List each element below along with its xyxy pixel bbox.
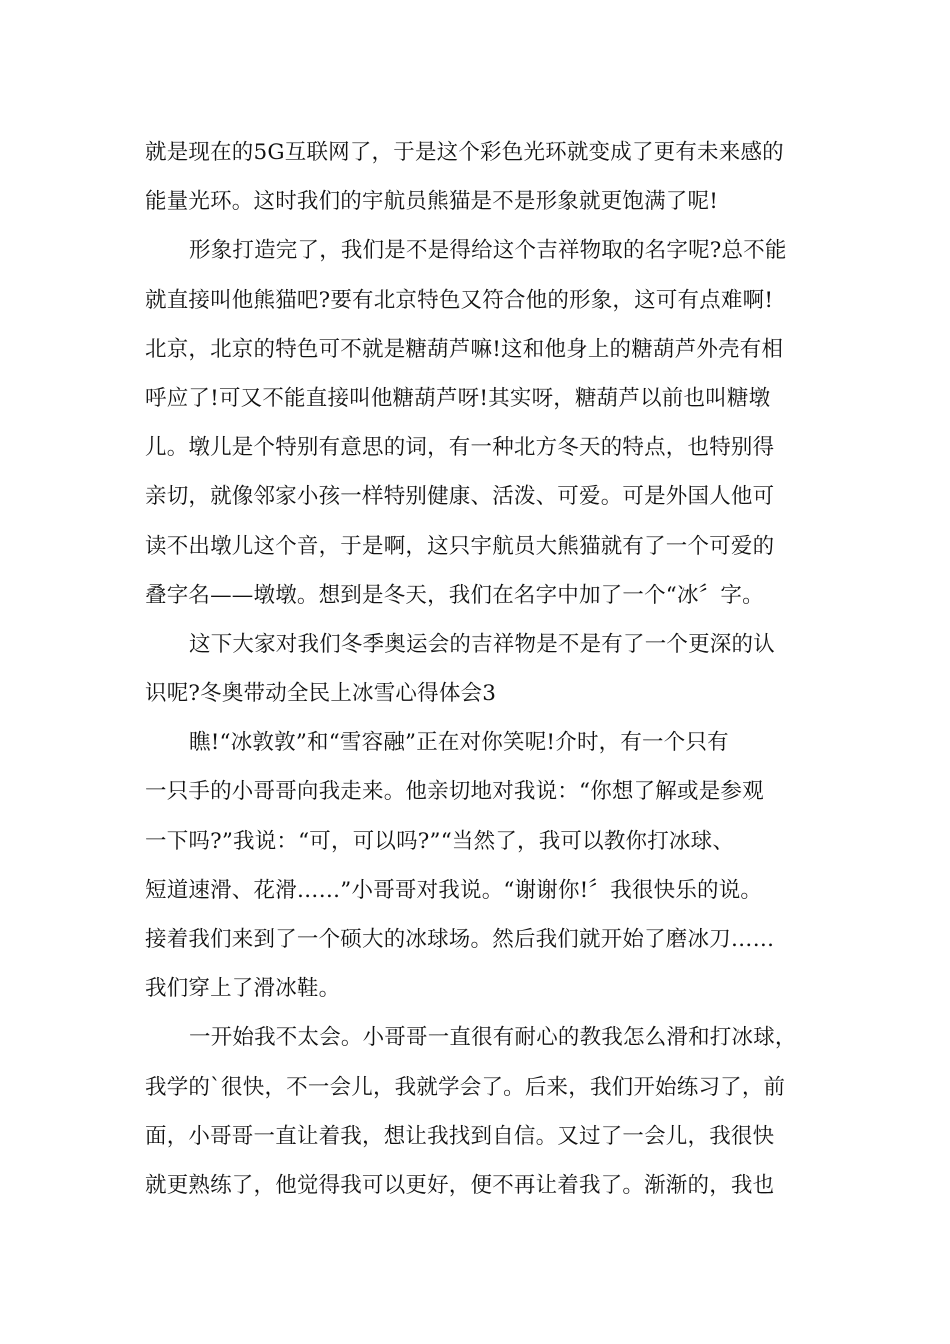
text-line-12: 识呢?冬奥带动全民上冰雪心得体会3 bbox=[145, 681, 497, 707]
text-line-1: 就是现在的5G互联网了，于是这个彩色光环就变成了更有未来感的 bbox=[145, 140, 784, 165]
text-line-10: 叠字名——墩墩。想到是冬天，我们在名字中加了一个“冰〞字。 bbox=[145, 582, 764, 608]
text-line-9: 读不出墩儿这个音，于是啊，这只宇航员大熊猫就有了一个可爱的 bbox=[145, 533, 775, 559]
text-line-13: 瞧!“冰敦敦”和“雪容融”正在对你笑呢!介时，有一个只有 bbox=[189, 730, 729, 756]
text-line-21: 面，小哥哥一直让着我，想让我找到自信。又过了一会儿，我很快 bbox=[145, 1123, 775, 1149]
text-line-14: 一只手的小哥哥向我走来。他亲切地对我说：“你想了解或是参观 bbox=[145, 779, 764, 805]
text-line-17: 接着我们来到了一个硕大的冰球场。然后我们就开始了磨冰刀…… bbox=[145, 927, 775, 952]
text-line-6: 呼应了!可又不能直接叫他糖葫芦呀!其实呀，糖葫芦以前也叫糖墩 bbox=[145, 385, 771, 411]
text-line-15: 一下吗?”我说：“可，可以吗?”“当然了，我可以教你打冰球、 bbox=[145, 828, 735, 854]
text-line-4: 就直接叫他熊猫吧?要有北京特色又符合他的形象，这可有点难啊! bbox=[145, 287, 774, 313]
document-body bbox=[145, 128, 825, 1210]
text-line-5: 北京，北京的特色可不就是糖葫芦嘛!这和他身上的糖葫芦外壳有相 bbox=[145, 336, 784, 362]
text-line-8: 亲切，就像邻家小孩一样特别健康、活泼、可爱。可是外国人他可 bbox=[145, 484, 775, 510]
text-line-18: 我们穿上了滑冰鞋。 bbox=[145, 976, 341, 1002]
text-line-19: 一开始我不太会。小哥哥一直很有耐心的教我怎么滑和打冰球， bbox=[189, 1025, 797, 1051]
text-line-20: 我学的`很快，不一会儿，我就学会了。后来，我们开始练习了，前 bbox=[145, 1074, 786, 1100]
text-line-22: 就更熟练了，他觉得我可以更好，便不再让着我了。渐渐的，我也 bbox=[145, 1172, 775, 1198]
text-line-2: 能量光环。这时我们的宇航员熊猫是不是形象就更饱满了呢! bbox=[145, 189, 719, 215]
text-line-3: 形象打造完了，我们是不是得给这个吉祥物取的名字呢?总不能 bbox=[189, 238, 787, 264]
text-line-7: 儿。墩儿是个特别有意思的词，有一种北方冬天的特点，也特别得 bbox=[145, 435, 775, 461]
text-line-16: 短道速滑、花滑……”小哥哥对我说。“谢谢你!〞我很快乐的说。 bbox=[145, 877, 763, 903]
text-line-11: 这下大家对我们冬季奥运会的吉祥物是不是有了一个更深的认 bbox=[189, 631, 775, 657]
